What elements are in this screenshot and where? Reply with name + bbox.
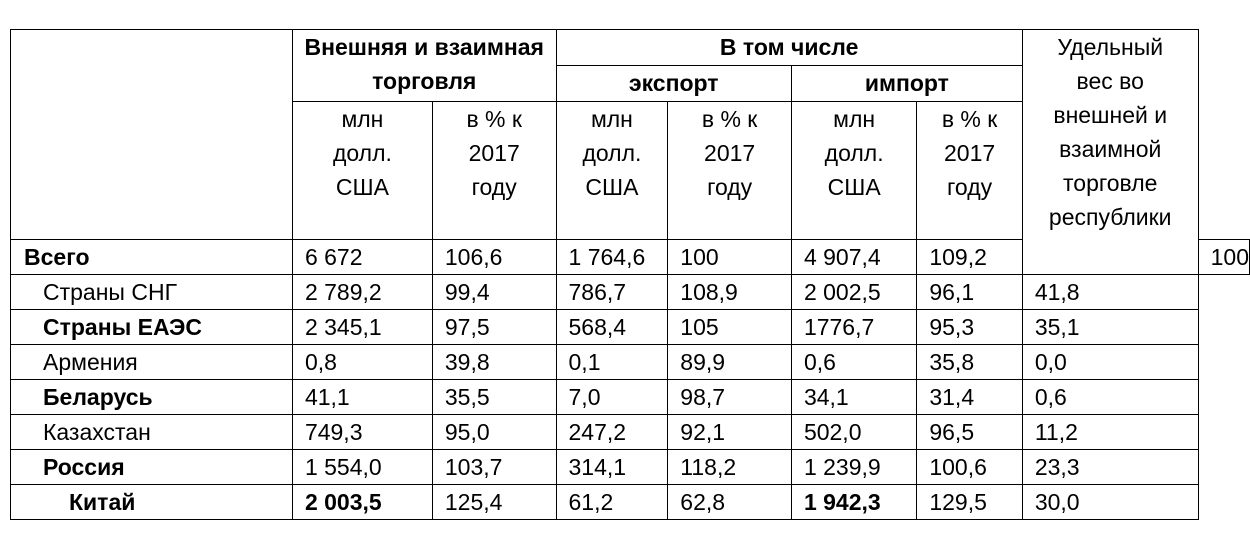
cell-import: 2 002,5 <box>791 275 916 310</box>
cell-share: 30,0 <box>1022 485 1198 520</box>
cell-import-pct: 129,5 <box>917 485 1022 520</box>
cell-export: 0,1 <box>556 345 668 380</box>
header-import: импорт <box>791 66 1022 102</box>
cell-import: 4 907,4 <box>791 240 916 275</box>
header-share: Удельный вес во внешней и взаимной торговле республики <box>1022 30 1198 275</box>
cell-export-pct: 89,9 <box>668 345 792 380</box>
unit-export-pct: в % к 2017 году <box>668 102 792 240</box>
unit-trade-usd: млн долл. США <box>292 102 432 240</box>
cell-trade: 1 554,0 <box>292 450 432 485</box>
cell-import: 0,6 <box>791 345 916 380</box>
cell-export: 247,2 <box>556 415 668 450</box>
cell-import-pct: 100,6 <box>917 450 1022 485</box>
cell-share: 23,3 <box>1022 450 1198 485</box>
table-row-cis <box>11 275 1250 310</box>
cell-trade-pct: 95,0 <box>432 415 556 450</box>
cell-trade-pct: 125,4 <box>432 485 556 520</box>
row-label: Страны СНГ <box>11 275 293 310</box>
cell-import-pct: 31,4 <box>917 380 1022 415</box>
cell-export: 7,0 <box>556 380 668 415</box>
cell-import: 1776,7 <box>791 310 916 345</box>
cell-import-pct: 96,5 <box>917 415 1022 450</box>
cell-import-pct: 96,1 <box>917 275 1022 310</box>
cell-export: 61,2 <box>556 485 668 520</box>
cell-share: 0,6 <box>1022 380 1198 415</box>
table-row-armenia <box>11 345 1250 380</box>
unit-import-pct: в % к 2017 году <box>917 102 1022 240</box>
table-row-belarus <box>11 380 1250 415</box>
cell-trade-pct: 39,8 <box>432 345 556 380</box>
header-corner-cell <box>11 30 293 240</box>
cell-share: 100 <box>1198 240 1249 275</box>
row-label: Всего <box>11 240 293 275</box>
cell-trade-pct: 35,5 <box>432 380 556 415</box>
unit-trade-pct: в % к 2017 году <box>432 102 556 240</box>
cell-share: 11,2 <box>1022 415 1198 450</box>
cell-trade-pct: 97,5 <box>432 310 556 345</box>
cell-trade: 2 345,1 <box>292 310 432 345</box>
table-row-kazakhstan <box>11 415 1250 450</box>
cell-trade: 2 789,2 <box>292 275 432 310</box>
cell-import-pct: 35,8 <box>917 345 1022 380</box>
table-row-eaeu <box>11 310 1250 345</box>
cell-export-pct: 92,1 <box>668 415 792 450</box>
cell-trade: 2 003,5 <box>292 485 432 520</box>
cell-export-pct: 108,9 <box>668 275 792 310</box>
unit-import-usd: млн долл. США <box>791 102 916 240</box>
cell-export: 786,7 <box>556 275 668 310</box>
cell-import: 1 239,9 <box>791 450 916 485</box>
cell-import: 502,0 <box>791 415 916 450</box>
unit-export-usd: млн долл. США <box>556 102 668 240</box>
cell-share: 35,1 <box>1022 310 1198 345</box>
cell-import-pct: 109,2 <box>917 240 1022 275</box>
row-label: Казахстан <box>11 415 293 450</box>
cell-export: 314,1 <box>556 450 668 485</box>
cell-trade-pct: 99,4 <box>432 275 556 310</box>
cell-export-pct: 105 <box>668 310 792 345</box>
table-row-russia <box>11 450 1250 485</box>
cell-share: 41,8 <box>1022 275 1198 310</box>
cell-import: 1 942,3 <box>791 485 916 520</box>
trade-table <box>10 29 1250 520</box>
row-label: Китай <box>11 485 293 520</box>
row-label: Страны ЕАЭС <box>11 310 293 345</box>
cell-trade-pct: 103,7 <box>432 450 556 485</box>
cell-trade: 749,3 <box>292 415 432 450</box>
header-export: экспорт <box>556 66 791 102</box>
cell-export-pct: 118,2 <box>668 450 792 485</box>
cell-import: 34,1 <box>791 380 916 415</box>
row-label: Россия <box>11 450 293 485</box>
cell-import-pct: 95,3 <box>917 310 1022 345</box>
cell-export-pct: 62,8 <box>668 485 792 520</box>
row-label: Беларусь <box>11 380 293 415</box>
cell-export-pct: 98,7 <box>668 380 792 415</box>
cell-trade-pct: 106,6 <box>432 240 556 275</box>
row-label: Армения <box>11 345 293 380</box>
cell-export-pct: 100 <box>668 240 792 275</box>
cell-export: 568,4 <box>556 310 668 345</box>
table-row-china <box>11 485 1250 520</box>
cell-export: 1 764,6 <box>556 240 668 275</box>
cell-trade: 41,1 <box>292 380 432 415</box>
cell-trade: 0,8 <box>292 345 432 380</box>
header-row-1 <box>11 30 1250 66</box>
header-including: В том числе <box>556 30 1022 66</box>
cell-trade: 6 672 <box>292 240 432 275</box>
header-foreign-trade: Внешняя и взаимная торговля <box>292 30 556 102</box>
cell-share: 0,0 <box>1022 345 1198 380</box>
